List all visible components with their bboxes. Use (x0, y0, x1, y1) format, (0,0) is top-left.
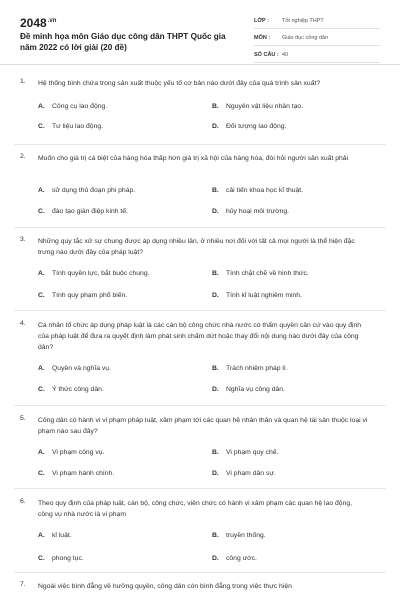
option-text: Tính quyền lực, bắt buộc chung. (52, 270, 150, 277)
question-text: Theo quy định của pháp luật, cán bộ, công chức, viên chức có hành vi xâm phạm các quan hệ lao động, công vụ nhà nước là vi phạm (38, 500, 353, 518)
option-text: cải tiến khoa học kĩ thuật. (226, 187, 304, 194)
option-text: Nguyên vật liệu nhân tạo. (226, 103, 304, 110)
option-letter: C. (38, 292, 45, 299)
option-letter: D. (212, 555, 219, 562)
option-letter: C. (38, 555, 45, 562)
option-text: kỉ luật. (52, 532, 72, 539)
option-text: Trách nhiệm pháp lí. (226, 365, 288, 372)
option-text: truyền thống. (226, 532, 266, 539)
question-text: Cá nhân tổ chức áp dụng pháp luật là các cán bộ công chức nhà nước có thẩm quyền căn cứ vào quy định của pháp luật để đưa ra quyết định làm phát sinh chấm dứt hoặc thay đổi nội dung nào dưới đây của công dân? (38, 322, 362, 351)
logo-text: 2048 (20, 16, 47, 30)
question-text: Muốn cho giá trị cá biệt của hàng hóa thấp hơn giá trị xã hội của hàng hóa, đòi hỏi người sản xuất phải (38, 155, 349, 162)
meta-row-count (254, 48, 380, 63)
meta-label: MÔN : (254, 35, 271, 41)
option-letter: A. (38, 532, 45, 539)
meta-value: 40 (282, 52, 289, 58)
option-text: Công cụ lao động. (52, 103, 108, 110)
logo-suffix: .vn (47, 18, 57, 24)
meta-row-class (254, 14, 380, 29)
option-letter: C. (38, 208, 45, 215)
option-letter: C. (38, 386, 45, 393)
option-text: Nghĩa vụ công dân. (226, 386, 285, 393)
option-text: Ý thức công dân. (52, 386, 104, 393)
question-text: Những quy tắc xử sự chung được áp dụng nhiều lần, ở nhiều nơi đối với tất cả mọi người là thể hiện đặc trưng nào dưới đây của pháp luật? (38, 238, 355, 256)
option-text: Tư liệu lao động. (52, 123, 104, 130)
question-number: 1. (20, 78, 26, 85)
option-text: Vi phạm quy chế. (226, 449, 279, 456)
option-text: Vi phạm hành chính. (52, 470, 115, 477)
question-divider (14, 310, 386, 311)
document-title: Đề minh họa môn Giáo dục công dân THPT Quốc gia năm 2022 có lời giải (20 đề) (20, 32, 226, 52)
question-number: 7. (20, 581, 26, 588)
question-number: 5. (20, 415, 26, 422)
question-divider (14, 488, 386, 489)
option-letter: A. (38, 449, 45, 456)
option-letter: B. (212, 449, 219, 456)
question-text: Ngoài việc bình đẳng về hưởng quyền, công dân còn bình đẳng trong việc thực hiện (38, 583, 292, 590)
option-text: sử dụng thủ đoạn phi pháp. (52, 187, 136, 194)
question-number: 6. (20, 498, 26, 505)
option-text: công ước. (226, 555, 257, 562)
option-letter: B. (212, 103, 219, 110)
question-number: 4. (20, 320, 26, 327)
question-divider (14, 144, 386, 145)
option-text: Vi phạm dân sự. (226, 470, 276, 477)
option-letter: D. (212, 208, 219, 215)
option-letter: A. (38, 270, 45, 277)
option-text: Đối tượng lao động. (226, 123, 287, 130)
option-letter: C. (38, 470, 45, 477)
meta-value: Giáo dục công dân (282, 35, 329, 41)
meta-row-subject (254, 31, 380, 46)
question-text: Công dân có hành vi vi phạm pháp luật, xâm phạm tới các quan hệ nhân thân và quan hệ tài sản thuộc loại vi phạm nào sau đây? (38, 417, 368, 435)
option-text: Quyền và nghĩa vụ. (52, 365, 111, 372)
option-text: phong tục. (52, 555, 84, 562)
meta-value: Tốt nghiệp THPT (282, 18, 324, 24)
option-text: đào tạo gián điệp kinh tế. (52, 208, 128, 215)
site-logo[interactable] (20, 16, 56, 30)
question-divider (14, 405, 386, 406)
option-letter: A. (38, 187, 45, 194)
option-text: Tính kỉ luật nghiêm minh. (226, 292, 302, 299)
option-letter: A. (38, 365, 45, 372)
meta-label: LỚP : (254, 18, 269, 24)
option-letter: A. (38, 103, 45, 110)
option-letter: D. (212, 470, 219, 477)
option-text: hủy hoại môi trường. (226, 208, 290, 215)
option-letter: B. (212, 270, 219, 277)
option-letter: B. (212, 187, 219, 194)
question-number: 2. (20, 153, 26, 160)
document-header (0, 0, 400, 65)
option-text: Tính chặt chẽ về hình thức. (226, 270, 309, 277)
option-text: Vi phạm công vụ. (52, 449, 105, 456)
question-divider (14, 572, 386, 573)
option-letter: D. (212, 123, 219, 130)
option-letter: D. (212, 292, 219, 299)
option-letter: D. (212, 386, 219, 393)
option-letter: C. (38, 123, 45, 130)
question-text: Hệ thống bình chứa trong sản xuất thuộc yếu tố cơ bản nào dưới đây của quá trình sản xuất? (38, 80, 321, 87)
option-letter: B. (212, 532, 219, 539)
meta-label: SỐ CÂU : (254, 52, 279, 58)
option-text: Tính quy phạm phổ biến. (52, 292, 128, 299)
option-letter: B. (212, 365, 219, 372)
question-number: 3. (20, 236, 26, 243)
question-divider (14, 227, 386, 228)
exam-meta (254, 14, 380, 65)
